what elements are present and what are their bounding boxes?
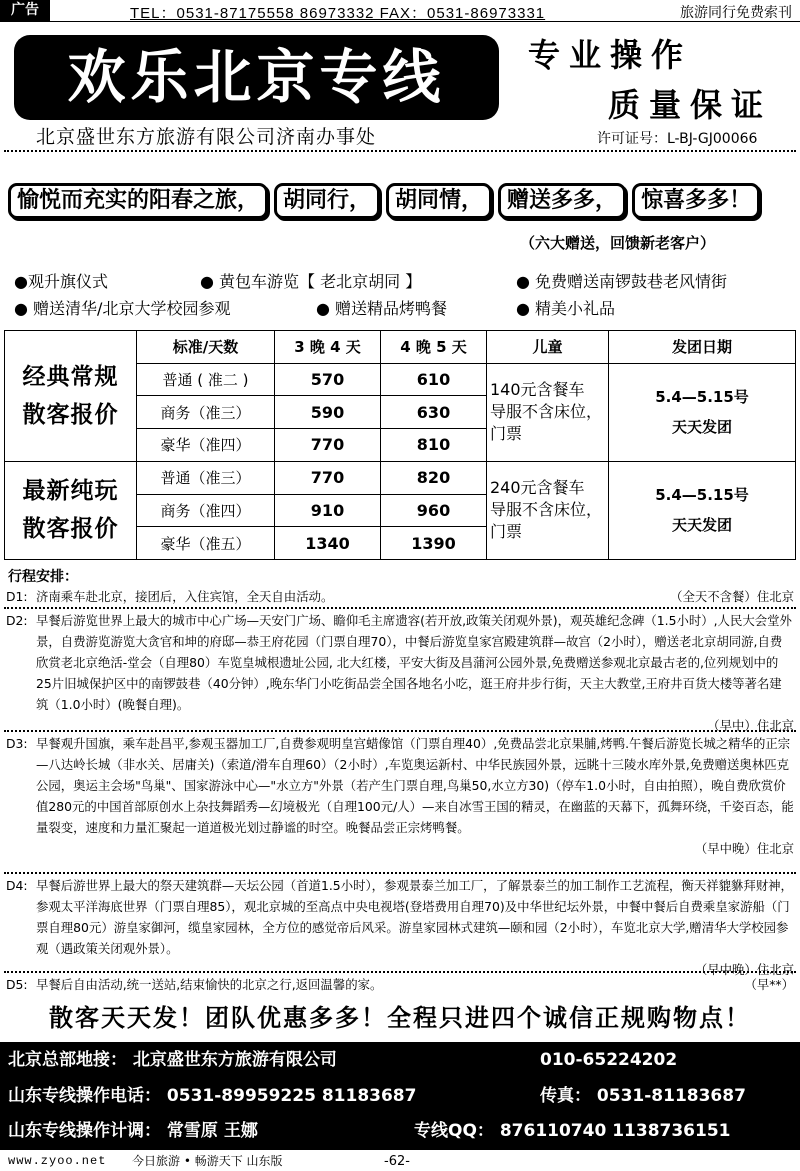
- day-label: D5:: [6, 977, 28, 992]
- price-cell: 590: [275, 396, 381, 429]
- dotted-divider: [4, 730, 796, 732]
- ops-row: [8, 1079, 416, 1113]
- footer: [0, 1152, 800, 1171]
- departure-cell: [609, 461, 796, 559]
- coord-label: 山东专线操作计调：: [8, 1121, 161, 1141]
- itinerary-day: [6, 610, 794, 736]
- day-meal: （早中晚）住北京: [694, 841, 794, 856]
- coord-names: 常雪原 王娜: [166, 1121, 258, 1141]
- qq-label: 专线QQ：: [414, 1121, 494, 1141]
- hq-row: [8, 1043, 337, 1077]
- hq-label: 北京总部地接：: [8, 1050, 127, 1070]
- day-text: 早餐后游世界上最大的祭天建筑群—天坛公园（首道1.5小时），参观景泰兰加工厂，了解景泰兰的加工制作工艺流程，衡天祥貔貅拜财神，参观太平洋海底世界（门票自理85），观北京城的至高点中央电视塔(登塔费用自理70)及中华世纪坛外景，中餐中餐后自费乘皇家游船（门票自理80元）游皇家御河，缆皇家园林，全方位的感觉帝后风采。游皇家园林式建筑—颐和园（2小时），车览北京大学,赠清华大学校园参观（遇政策关闭观外景）。: [36, 878, 793, 956]
- day-meal: （全天不含餐）住北京: [670, 589, 794, 604]
- highlight-item: ● 赠送清华/北京大学校园参观: [14, 299, 231, 318]
- theme-phrase: 赠送多多，: [498, 183, 626, 219]
- day-meal: （早中晚）住北京: [694, 962, 794, 977]
- standard-cell: 商务（准四）: [137, 494, 275, 527]
- theme-banner: [8, 182, 792, 220]
- price-cell: 910: [275, 494, 381, 527]
- category-line: 散客报价: [22, 401, 119, 428]
- standard-cell: 商务（准三）: [137, 396, 275, 429]
- price-cell: 960: [381, 494, 487, 527]
- dotted-divider: [4, 971, 796, 973]
- hq-phone: 010-65224202: [540, 1050, 678, 1070]
- top-contact: TEL：0531-87175558 86973332 FAX：0531-86973331: [130, 5, 546, 22]
- child-line: 门票: [490, 424, 523, 444]
- contact-panel: [0, 1042, 800, 1150]
- hq-company: 北京盛世东方旅游有限公司: [132, 1050, 337, 1070]
- theme-phrase: 惊喜多多！: [632, 183, 760, 219]
- departure-cell: [609, 363, 796, 461]
- theme-phrase: 胡同行，: [274, 183, 380, 219]
- day-label: D4:: [6, 878, 28, 893]
- ops-phone: 0531-89959225 81183687: [166, 1086, 417, 1106]
- price-cell: 1390: [381, 527, 487, 560]
- day-label: D3:: [6, 736, 28, 751]
- price-cell: 820: [381, 461, 487, 494]
- price-cell: 770: [275, 429, 381, 462]
- fax-number: 0531-81183687: [596, 1086, 746, 1106]
- theme-phrase: 愉悦而充实的阳春之旅，: [8, 183, 268, 219]
- price-cell: 810: [381, 429, 487, 462]
- child-price-cell: [487, 461, 609, 559]
- column-header: 4 晚 5 天: [381, 331, 487, 364]
- theme-phrase: 胡同情，: [386, 183, 492, 219]
- departure-note: 天天发团: [671, 418, 732, 437]
- magazine-note: 旅游同行免费索刊: [680, 5, 792, 21]
- standard-cell: 豪华（准四）: [137, 429, 275, 462]
- qq-row: [414, 1114, 731, 1148]
- table-row: [5, 461, 796, 494]
- promo-slogan: 散客天天发！团队优惠多多！全程只进四个诚信正规购物点！: [49, 1004, 751, 1032]
- price-cell: 1340: [275, 527, 381, 560]
- standard-cell: 普通（准三）: [137, 461, 275, 494]
- day-text: 早餐观升国旗，乘车赴昌平,参观玉器加工厂,自费参观明皇宫蜡像馆（门票自理40）,免费品尝北京果脯,烤鸭.午餐后游览长城之精华的正宗—八达岭长城（非水关、居庸关)（索道/滑车自理60）（2小时）,车览奥运新村、中华民族园外景，远眺十三陵水库外景,免费赠送奥林匹克公园，奥运主会场"鸟巢"、国家游泳中心—"水立方"外景（若产生门票自理,鸟巢50,水立方30)（停车1.0小时，自由拍照），晚自费欣赏价值280元的中国首部原创水上杂技舞蹈秀—幻境极光（自理100元/人）—来自冰雪王国的精灵，在幽蓝的天幕下，孤舞环绕，千姿百态，能量裂变，速度和力量汇聚起一道道极光划过静谧的时空。晚餐品尝正宗烤鸭餐。: [36, 736, 794, 835]
- day-text: 早餐后游览世界上最大的城市中心广场—天安门广场、瞻仰毛主席遗容(若开放,政策关闭观外景)，观英雄纪念碑（1.5小时）,人民大会堂外景，自费游览游览大贪官和坤的府邸—恭王府花园（门票自理70），中餐后游览皇家宫殿建筑群—故宫（2小时），赠送老北京胡同游,自费欣赏老北京绝活-堂会（自理80）车览皇城根遗址公园, 北大红楼，平安大街及昌蒲河公园外景,免费赠送参观北京最古老的,位列规划中的25片旧城保护区中的南锣鼓巷（40分钟）,晚东华门小吃街品尝全国各地名小吃，逛王府井步行街，天主大教堂,王府井百货大楼等著名建筑（1.0小时）(晚餐自理)。: [36, 613, 792, 712]
- coord-row: [8, 1114, 258, 1148]
- price-cell: 570: [275, 363, 381, 396]
- dotted-divider: [4, 607, 796, 609]
- column-header: 3 晚 4 天: [275, 331, 381, 364]
- day-meal: （早中）住北京: [707, 718, 794, 733]
- highlight-item: ● 赠送精品烤鸭餐: [316, 299, 448, 318]
- highlight-item: ● 黄包车游览【 老北京胡同 】: [200, 272, 422, 291]
- slogan-line-2: 质量保证: [608, 86, 773, 124]
- day-text: 早餐后自由活动,统一送站,结束愉快的北京之行,返回温馨的家。: [36, 977, 383, 992]
- day-label: D2:: [6, 613, 28, 628]
- day-text: 济南乘车赴北京，接团后，入住宾馆，全天自由活动。: [36, 589, 334, 604]
- column-header: 发团日期: [609, 331, 796, 364]
- price-cell: 610: [381, 363, 487, 396]
- six-gifts-note: （六大赠送，回馈新老客户）: [520, 234, 716, 252]
- itinerary-heading: 行程安排：: [8, 569, 78, 585]
- category-line: 最新纯玩: [22, 478, 119, 505]
- child-line: 门票: [490, 522, 523, 542]
- itinerary-day: [6, 586, 794, 607]
- itinerary-day: [6, 974, 794, 995]
- footer-magazine: 今日旅游 • 畅游天下 山东版: [132, 1154, 283, 1168]
- top-bar: [0, 0, 800, 22]
- highlight-item: ● 精美小礼品: [516, 299, 616, 318]
- child-line: 140元含餐车: [490, 380, 585, 400]
- table-header-row: [5, 331, 796, 364]
- page-number: -62-: [384, 1154, 410, 1169]
- departure-date: 5.4—5.15号: [655, 486, 749, 505]
- highlight-item: ●观升旗仪式: [14, 272, 108, 291]
- ops-label: 山东专线操作电话：: [8, 1086, 161, 1106]
- standard-cell: 普通 ( 准二 ): [137, 363, 275, 396]
- column-header: 儿童: [487, 331, 609, 364]
- slogan-line-1: 专业操作: [528, 36, 693, 74]
- child-line: 导服不含床位，: [490, 402, 603, 422]
- main-title: 欢乐北京专线: [14, 35, 499, 120]
- child-line: 导服不含床位，: [490, 500, 603, 520]
- category-cell: [5, 331, 137, 462]
- fax-label: 传真：: [540, 1086, 591, 1106]
- license-number: 许可证号：L-BJ-GJ00066: [597, 131, 758, 147]
- child-price-cell: [487, 363, 609, 461]
- day-label: D1:: [6, 589, 28, 604]
- departure-note: 天天发团: [671, 516, 732, 535]
- itinerary-day: [6, 733, 794, 859]
- category-cell: [5, 461, 137, 559]
- price-cell: 630: [381, 396, 487, 429]
- dotted-divider: [4, 872, 796, 874]
- day-meal: （早**）: [744, 977, 794, 992]
- category-line: 经典常规: [22, 363, 119, 390]
- footer-site: www.zyoo.net: [8, 1154, 107, 1168]
- category-line: 散客报价: [22, 516, 119, 543]
- child-line: 240元含餐车: [490, 478, 585, 498]
- qq-numbers: 876110740 1138736151: [499, 1121, 731, 1141]
- price-cell: 770: [275, 461, 381, 494]
- departure-date: 5.4—5.15号: [655, 388, 749, 407]
- fax-row: [540, 1079, 746, 1113]
- column-header: 标准/天数: [137, 331, 275, 364]
- ad-tag: 广告: [0, 0, 50, 21]
- company-name: 北京盛世东方旅游有限公司济南办事处: [36, 126, 377, 148]
- itinerary-day: [6, 875, 794, 980]
- standard-cell: 豪华（准五）: [137, 527, 275, 560]
- price-table: [4, 330, 796, 560]
- dotted-divider: [4, 150, 796, 152]
- highlight-item: ● 免费赠送南锣鼓巷老风情街: [516, 272, 728, 291]
